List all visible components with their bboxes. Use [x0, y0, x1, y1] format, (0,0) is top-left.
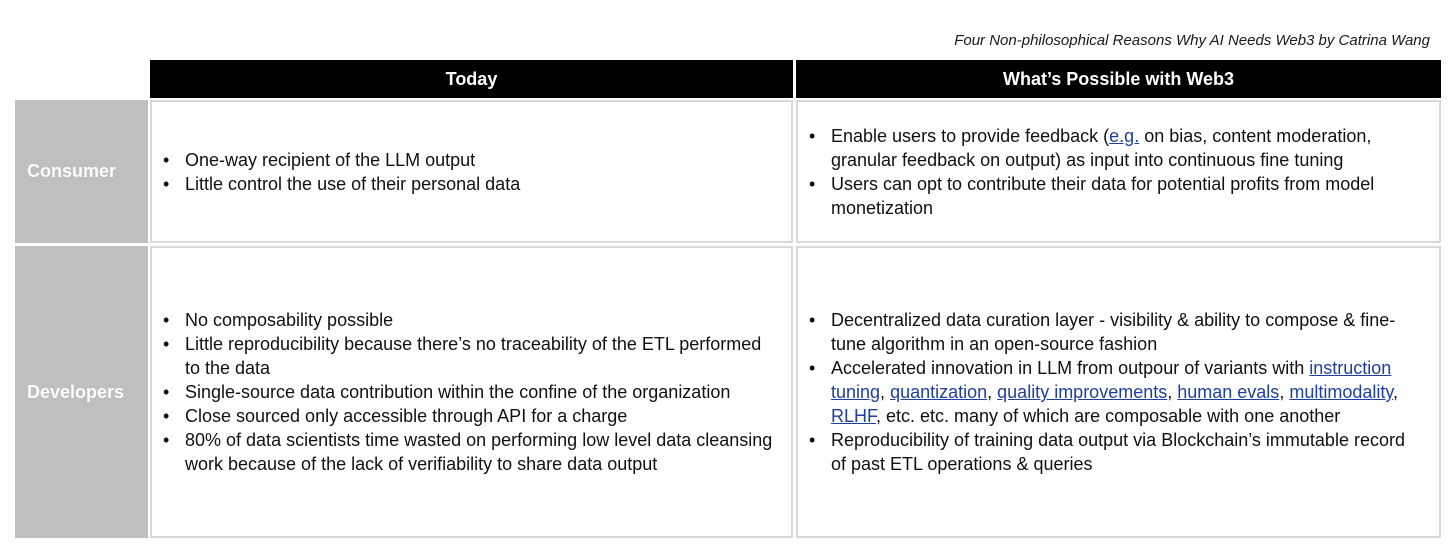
- separator: ,: [1167, 382, 1178, 402]
- text: on bias, content moderation, granular feedback on output) as input into continuous fine tuning: [831, 125, 1372, 170]
- cell-consumer-web3: [796, 100, 1441, 243]
- list-item: • Little control the use of their personal data: [185, 172, 520, 196]
- list-item: • Close sourced only accessible through API for a charge: [185, 404, 773, 428]
- bullet-list: [798, 308, 1439, 476]
- list-item: • No composability possible: [185, 308, 773, 332]
- link-multimodality[interactable]: multimodality: [1289, 382, 1394, 402]
- bullet-list: [798, 124, 1439, 220]
- list-item: • Little reproducibility because there’s no traceability of the ETL performed to the data: [185, 332, 773, 380]
- attribution-caption: Four Non-philosophical Reasons Why AI Needs Web3 by Catrina Wang: [954, 32, 1430, 49]
- text: Enable users to provide feedback (: [831, 125, 1110, 146]
- separator: ,: [880, 382, 891, 402]
- link-quantization[interactable]: quantization: [890, 382, 988, 402]
- link-instruction-tuning[interactable]: instruction tuning: [831, 358, 1392, 402]
- list-item: • One-way recipient of the LLM output: [185, 148, 520, 172]
- list-item: • Decentralized data curation layer - visibility & ability to compose & fine-tune algorithm in an open-source fashion: [831, 308, 1421, 356]
- list-item: • Single-source data contribution within the confine of the organization: [185, 380, 773, 404]
- bullet-list: [152, 148, 538, 196]
- header-web3: What’s Possible with Web3: [796, 60, 1441, 98]
- header-today: Today: [150, 60, 793, 98]
- separator: ,: [1393, 382, 1399, 402]
- cell-developers-web3: [796, 246, 1441, 538]
- link-quality-improvements[interactable]: quality improvements: [997, 382, 1168, 402]
- text: , etc. etc. many of which are composable with one another: [876, 406, 1341, 426]
- cell-developers-today: [150, 246, 793, 538]
- row-label-developers: Developers: [15, 246, 148, 538]
- list-item: • 80% of data scientists time wasted on performing low level data cleansing work because of the lack of verifiability to share data output: [185, 428, 773, 476]
- link-rlhf[interactable]: RLHF: [831, 406, 877, 426]
- link-eg[interactable]: e.g.: [1109, 125, 1140, 146]
- link-human-evals[interactable]: human evals: [1177, 382, 1280, 402]
- separator: ,: [987, 382, 998, 402]
- list-item: • Users can opt to contribute their data for potential profits from model monetization: [831, 172, 1421, 220]
- separator: ,: [1279, 382, 1290, 402]
- list-item: [831, 356, 1421, 428]
- list-item: [831, 124, 1421, 172]
- bullet-list: [152, 308, 791, 476]
- cell-consumer-today: [150, 100, 793, 243]
- row-label-consumer: Consumer: [15, 100, 148, 243]
- text: Accelerated innovation in LLM from outpour of variants with: [831, 358, 1310, 378]
- list-item: • Reproducibility of training data output via Blockchain’s immutable record of past ETL operations & queries: [831, 428, 1421, 476]
